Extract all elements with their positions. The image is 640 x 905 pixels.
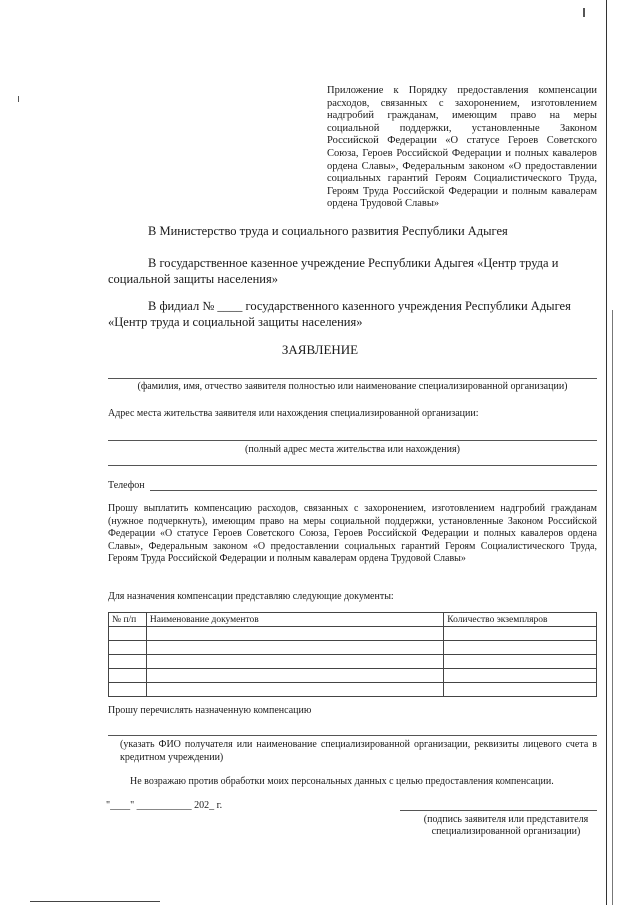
addressee-ministry: В Министерство труда и социального развития Республики Адыгея [148,224,508,238]
col-document-name: Наименование документов [146,613,443,627]
request-text: Прошу выплатить компенсацию расходов, связанных с захоронением, изготовлением надгробий гражданам (нужное подчеркнуть), имеющим право на меры социальной поддержки, установленные Законом Российской Федерации «О статусе Героев Советского Союза, Героев Российской Федерации и полных кавалеров ордена Славы», Федеральным законом «О предоставлении социальных гарантий Героям Социалистического Труда, Героям Труда Российской Федерации и полным кавалерам ордена Трудовой Славы» [108,503,597,564]
scan-edge-line-secondary [612,310,613,905]
scan-edge-line [606,0,607,905]
phone-field-line[interactable] [150,490,597,491]
scan-mark [18,96,19,102]
transfer-caption: (указать ФИО получателя или наименование специализированной организации, реквизиты лицевого счета в кредитном учреждении) [120,739,597,763]
documents-table [108,612,597,697]
fio-caption: (фамилия, имя, отчество заявителя полностью или наименование специализированной организации) [137,381,568,392]
consent-text: Не возражаю против обработки моих персональных данных с целью предоставления компенсации. [130,776,554,787]
signature-caption: (подпись заявителя или представителя специализированной организации) [423,814,589,837]
date-field[interactable]: "____" ___________ 202_ г. [106,800,223,811]
scan-mark-bottom [30,901,160,902]
transfer-label: Прошу перечислять назначенную компенсацию [108,705,312,716]
address-label: Адрес места жительства заявителя или нахождения специализированной организации: [108,408,479,419]
signature-line[interactable] [400,810,597,811]
table-row[interactable] [109,641,597,655]
document-title: ЗАЯВЛЕНИЕ [281,342,359,357]
table-row[interactable] [109,669,597,683]
addressee-gku: В государственное казенное учреждение Республики Адыгея «Центр труда и социальной защиты населения» [108,256,559,286]
address-field-line[interactable] [108,440,597,441]
table-header-row [109,613,597,627]
phone-label: Телефон [108,480,145,491]
fio-field-line[interactable] [108,378,597,379]
docs-label: Для назначения компенсации представляю следующие документы: [108,591,394,602]
table-row[interactable] [109,683,597,697]
table-row[interactable] [109,655,597,669]
scan-mark [583,8,585,17]
transfer-field-line[interactable] [108,735,597,736]
col-number: № п/п [109,613,147,627]
address-caption: (полный адрес места жительства или нахождения) [245,444,460,455]
addressee-filial: В фидиал № ____ государственного казенного учреждения Республики Адыгея «Центр труда и социальной защиты населения» [108,299,571,329]
address-field-line-2[interactable] [108,465,597,466]
annex-note: Приложение к Порядку предоставления компенсации расходов, связанных с захоронением, изготовлением надгробий гражданам, имеющим право на меры социальной поддержки, установленные Законом Российской Федерации «О статусе Героев Советского Союза, Героев Российской Федерации и полных кавалеров ордена Славы», Федеральным законом «О предоставлении социальных гарантий Героям Социалистического Труда, Героям Труда Российской Федерации и полным кавалерам ордена Трудовой Славы» [327,85,597,210]
table-row[interactable] [109,627,597,641]
col-copies: Количество экземпляров [444,613,597,627]
